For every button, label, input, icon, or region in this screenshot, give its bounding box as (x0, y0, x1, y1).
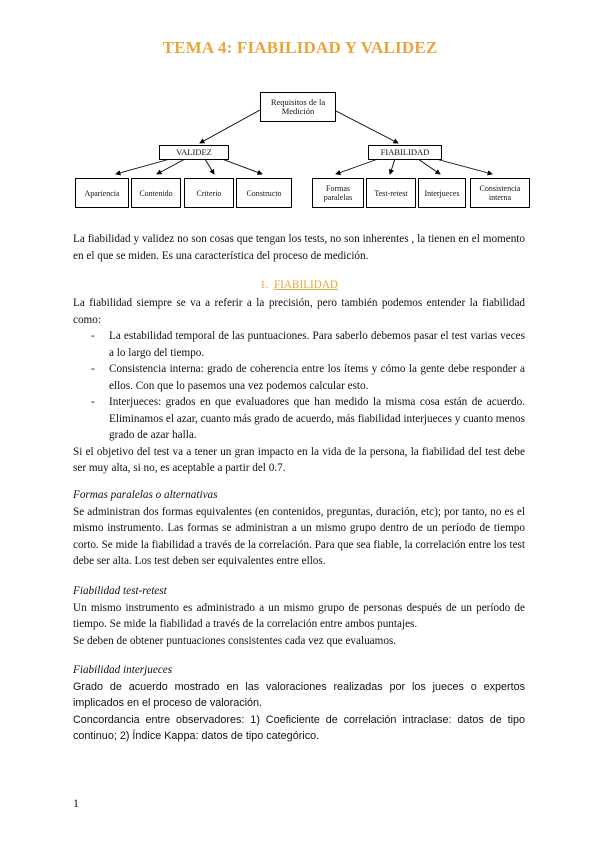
requirements-diagram (0, 88, 600, 218)
section-fiabilidad-body (73, 295, 525, 477)
testretest-heading: Fiabilidad test-retest (73, 585, 167, 597)
intro-paragraph (73, 231, 525, 264)
diagram-validez-constructo: Constructo (236, 178, 292, 208)
interjueces-heading: Fiabilidad interjueces (73, 664, 173, 676)
section-number: 1. (260, 279, 269, 291)
formas-heading: Formas paralelas o alternativas (73, 489, 218, 501)
section-heading-fiabilidad (73, 279, 525, 291)
section-title: FIABILIDAD (273, 279, 338, 291)
bullet-text: Consistencia interna: grado de coherencia entre los ítems y cómo la gente debe responder a ellos. Con que lo pasemos una vez podemos calcular esto. (109, 363, 525, 392)
formas-section (73, 487, 525, 570)
page-title: TEMA 4: FIABILIDAD Y VALIDEZ (162, 38, 438, 57)
diagram-fiabilidad-formas: Formas paralelas (312, 178, 364, 208)
diagram-validez-apariencia: Apariencia (75, 178, 129, 208)
bullet-text: Interjueces: grados en que evaluadores que han medido la misma cosa están de acuerdo. Eliminamos el azar, cuanto más grado de acuerdo, más fiabilidad interjueces y cuanto menos grado de azar halla. (109, 396, 525, 441)
testretest-section (73, 583, 525, 649)
interjueces-section (73, 662, 525, 745)
bullet-text: La estabilidad temporal de las puntuaciones. Para saberlo debemos pasar el test varias veces a lo largo del tiempo. (109, 330, 525, 359)
diagram-root: Requisitos de la Medición (260, 92, 336, 122)
diagram-validez: VALIDEZ (159, 145, 229, 160)
diagram-fiabilidad-consistencia: Consistencia interna (470, 178, 530, 208)
list-item: - Interjueces: grados en que evaluadores que han medido la misma cosa están de acuerdo. Eliminamos el azar, cuanto más grado de acuerdo, más fiabilidad interjueces y cuanto menos grado de azar halla. (73, 394, 525, 444)
diagram-fiabilidad-interjueces: Interjueces (418, 178, 466, 208)
diagram-fiabilidad: FIABILIDAD (368, 145, 442, 160)
diagram-validez-contenido: Contenido (131, 178, 181, 208)
interjueces-text-1: Grado de acuerdo mostrado en las valoraciones realizadas por los jueces o expertos implicados en el proceso de valoración. (73, 680, 525, 709)
section-closing: Si el objetivo del test va a tener un gran impacto en la vida de la persona, la fiabilidad del test debe ser muy alta, si no, es aceptable a partir del 0.7. (73, 445, 525, 474)
testretest-text-2: Se deben de obtener puntuaciones consistentes cada vez que evaluamos. (73, 634, 397, 647)
diagram-validez-criterio: Criterio (184, 178, 234, 208)
list-item: - La estabilidad temporal de las puntuaciones. Para saberlo debemos pasar el test varias veces a lo largo del tiempo. (73, 328, 525, 361)
formas-text: Se administran dos formas equivalentes (en contenidos, preguntas, duración, etc); por tanto, no es el mismo instrumento. Las formas se administran a un mismo grupo dentro de un período de tiempo corto. Se mide la fiabilidad a través de la correlación. Para que sea fiable, la correlación entre los test debe ser alta. Los test deben ser equivalentes entre ellos. (73, 505, 525, 567)
list-item: - Consistencia interna: grado de coherencia entre los ítems y cómo la gente debe responder a ellos. Con que lo pasemos una vez podemos calcular esto. (73, 361, 525, 394)
page-number: 1 (73, 796, 79, 810)
interjueces-text-2: Concordancia entre observadores: 1) Coeficiente de correlación intraclase: datos de tipo continuo; 2) Índice Kappa: datos de tipo categórico. (73, 713, 525, 742)
section-lead: La fiabilidad siempre se va a referir a la precisión, pero también podemos entender la fiabilidad como: (73, 297, 525, 326)
testretest-text-1: Un mismo instrumento es administrado a un mismo grupo de personas después de un período de tiempo. Se mide la fiabilidad a través de la correlación entre ambos puntajes. (73, 601, 525, 630)
intro-text: La fiabilidad y validez no son cosas que tengan los tests, no son inherentes , la tienen en el momento en el que se miden. Es una característica del proceso de medición. (73, 233, 525, 262)
diagram-fiabilidad-testretest: Test-retest (366, 178, 416, 208)
